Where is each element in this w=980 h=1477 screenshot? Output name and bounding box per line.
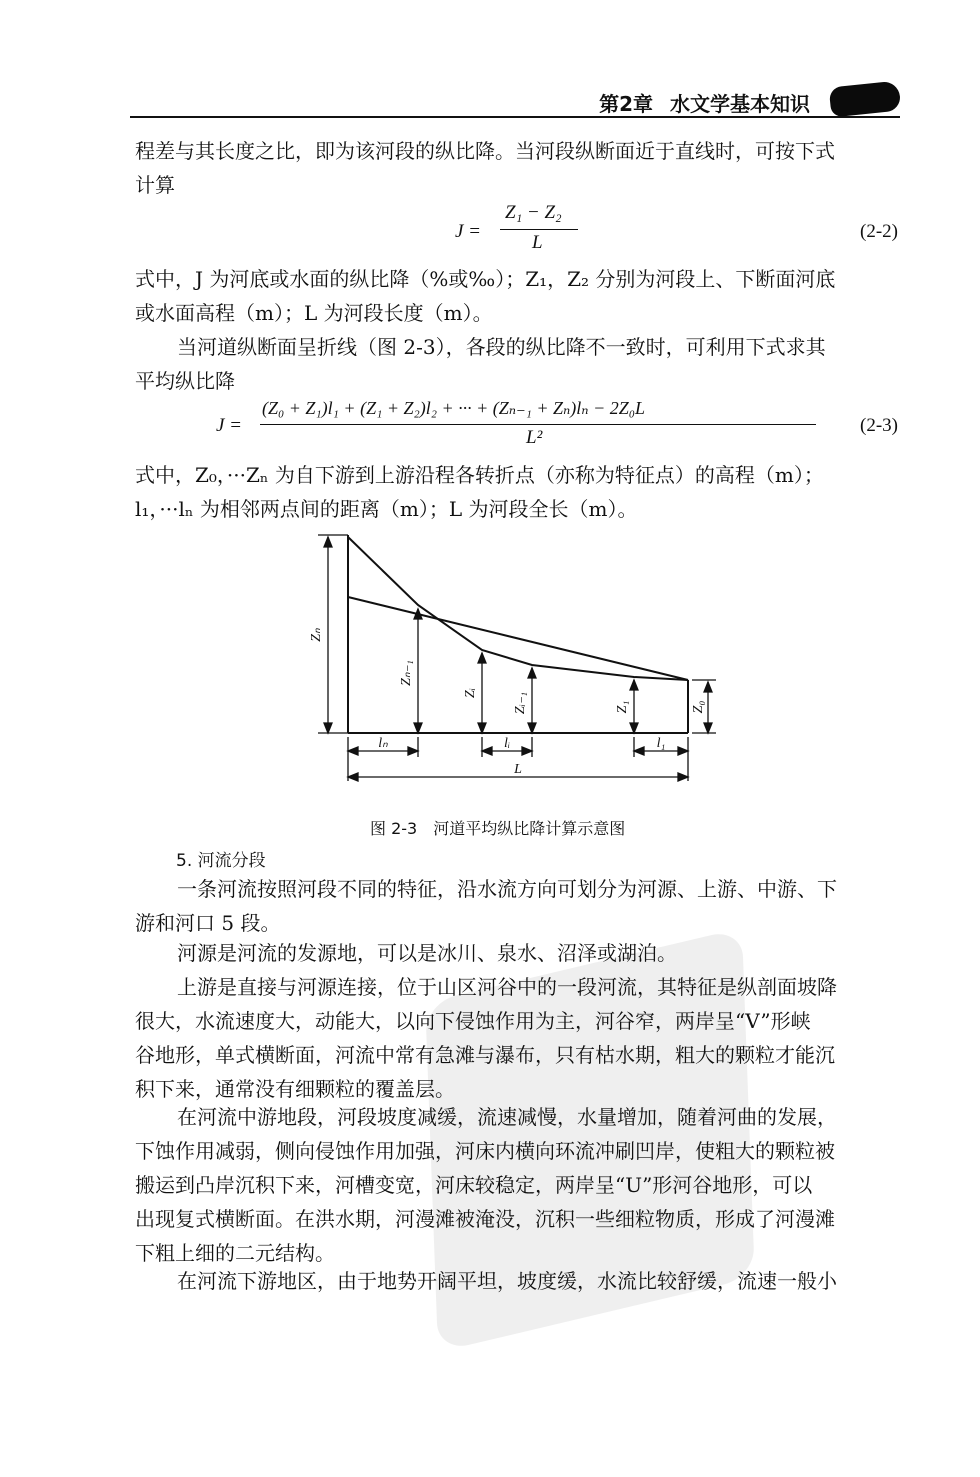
text-line: 出现复式横断面。在洪水期，河漫滩被淹没，沉积一些细粒物质，形成了河漫滩	[135, 1207, 835, 1231]
label-z0: Z₀	[691, 700, 706, 714]
arrowhead	[528, 668, 536, 678]
figure-caption: 图 2-3 河道平均纵比降计算示意图	[370, 819, 626, 838]
text-line: 程差与其长度之比，即为该河段的纵比降。当河段纵断面近于直线时，可按下式	[135, 139, 835, 163]
arrowhead	[630, 680, 638, 690]
figure-2-3-diagram	[300, 525, 740, 810]
arrowhead	[528, 723, 536, 733]
text-line: 游和河口 5 段。	[135, 911, 281, 935]
text-line: 在河流中游地段，河段坡度减缓，流速减慢，水量增加，随着河曲的发展，	[177, 1105, 837, 1129]
text-line: 式中，Z₀，···Zₙ 为自下游到上游沿程各转折点（亦称为特征点）的高程（m）；	[135, 463, 824, 487]
running-head	[589, 88, 810, 117]
equation-lhs: J =	[455, 221, 482, 242]
arrowhead	[348, 747, 358, 755]
text-line: 河源是河流的发源地，可以是冰川、泉水、沼泽或湖泊。	[177, 941, 677, 965]
arrowhead	[478, 723, 486, 733]
equation-numerator: Z₁ − Z₂	[505, 202, 562, 223]
page-header	[130, 78, 900, 118]
label-zi1: Zᵢ₋₁	[513, 691, 528, 715]
arrowhead	[678, 747, 688, 755]
arrowhead	[482, 747, 492, 755]
chapter-number: 第2章	[599, 92, 654, 116]
label-zn1: Zₙ₋₁	[399, 660, 414, 686]
text-line: 平均纵比降	[135, 369, 235, 393]
fraction-bar	[260, 424, 816, 425]
equation-denominator: L²	[526, 427, 543, 448]
chapter-title: 水文学基本知识	[670, 92, 810, 116]
label-L: L	[514, 762, 522, 777]
label-ln: lₙ	[378, 736, 388, 751]
paragraph-4	[135, 458, 900, 526]
equation-numerator: (Z₀ + Z₁)l₁ + (Z₁ + Z₂)l₂ + ··· + (Zₙ₋₁ + Zₙ)lₙ − 2Z₀L	[262, 398, 646, 418]
text-line: 当河道纵断面呈折线（图 2-3），各段的纵比降不一致时，可利用下式求其	[177, 335, 826, 359]
label-l1: l₁	[656, 736, 666, 751]
arrowhead	[704, 723, 712, 733]
section-paragraph-5	[135, 1264, 900, 1298]
text-line: 式中，J 为河底或水面的纵比降（%或‰）；Z₁，Z₂ 分别为河段上、下断面河底	[135, 267, 836, 291]
arrowhead	[324, 537, 332, 547]
arrowhead	[630, 723, 638, 733]
text-line: 很大，水流速度大，动能大，以向下侵蚀作用为主，河谷窄，两岸呈“V”形峡	[135, 1009, 811, 1033]
section-paragraph-1	[135, 872, 900, 940]
paragraph-3	[135, 330, 900, 398]
label-zn: Zₙ	[309, 628, 324, 642]
arrowhead	[348, 773, 358, 781]
text-line: 搬运到凸岸沉积下来，河槽变宽，河床较稳定，两岸呈“U”形河谷地形，可以	[135, 1173, 813, 1197]
equation-number: (2-3)	[860, 415, 898, 436]
section-paragraph-2	[135, 936, 900, 970]
equation-lhs: J =	[216, 415, 243, 436]
arrowhead	[478, 653, 486, 663]
text-line: 下蚀作用减弱，侧向侵蚀作用加强，河床内横向环流冲刷凹岸，使粗大的颗粒被	[135, 1139, 835, 1163]
arrowhead	[408, 747, 418, 755]
arrowhead	[704, 682, 712, 692]
equation-denominator: L	[532, 232, 543, 253]
text-line: 在河流下游地区，由于地势开阔平坦，坡度缓，水流比较舒缓，流速一般小	[177, 1269, 837, 1293]
label-li: lᵢ	[503, 736, 511, 751]
text-line: 上游是直接与河源连接，位于山区河谷中的一段河流，其特征是纵剖面坡降	[177, 975, 837, 999]
arrowhead	[522, 747, 532, 755]
text-line: 积下来，通常没有细颗粒的覆盖层。	[135, 1077, 455, 1101]
text-line: 或水面高程（m）；L 为河段长度（m）。	[135, 301, 493, 325]
label-z1: Z₁	[615, 700, 630, 714]
equation-number: (2-2)	[860, 221, 898, 242]
chapter-tab-decoration	[829, 80, 902, 117]
arrowhead	[634, 747, 644, 755]
arrowhead	[324, 723, 332, 733]
text-line: 谷地形，单式横断面，河流中常有急滩与瀑布，只有枯水期，粗大的颗粒才能沉	[135, 1043, 835, 1067]
text-line: l₁，···lₙ 为相邻两点间的距离（m）；L 为河段全长（m）。	[135, 497, 638, 521]
section-paragraph-4	[135, 1100, 900, 1270]
text-line: 计算	[135, 173, 175, 197]
label-zi: Zᵢ	[463, 687, 478, 699]
paragraph-2	[135, 262, 900, 330]
section-paragraph-3	[135, 970, 900, 1106]
paragraph-1	[135, 134, 900, 202]
text-line: 下粗上细的二元结构。	[135, 1241, 335, 1265]
arrowhead	[414, 723, 422, 733]
fraction-bar	[500, 229, 578, 230]
section-heading: 5. 河流分段	[176, 851, 266, 871]
arrowhead	[678, 773, 688, 781]
text-line: 一条河流按照河段不同的特征，沿水流方向可划分为河源、上游、中游、下	[177, 877, 837, 901]
